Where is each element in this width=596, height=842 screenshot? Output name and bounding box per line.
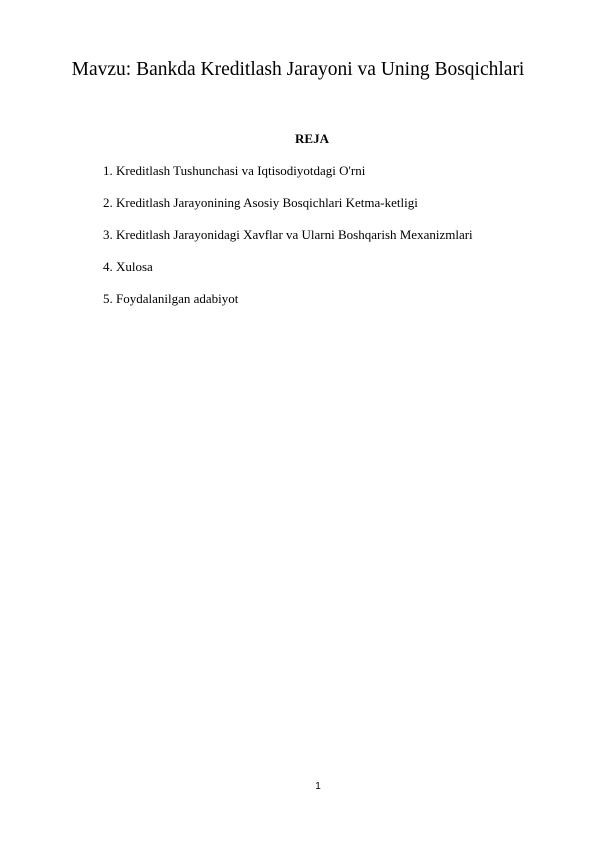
page-number: 1	[315, 781, 321, 792]
plan-item-4: 4. Xulosa	[103, 259, 153, 274]
plan-item-2: 2. Kreditlash Jarayonining Asosiy Bosqichlari Ketma-ketligi	[103, 195, 418, 210]
document-title: Mavzu: Bankda Kreditlash Jarayoni va Uning Bosqichlari	[71, 59, 525, 80]
plan-item-1: 1. Kreditlash Tushunchasi va Iqtisodiyotdagi O'rni	[103, 163, 366, 178]
plan-item-3: 3. Kreditlash Jarayonidagi Xavflar va Ularni Boshqarish Mexanizmlari	[103, 227, 473, 242]
plan-item-5: 5. Foydalanilgan adabiyot	[103, 291, 239, 306]
plan-list	[103, 163, 473, 323]
plan-heading: REJA	[295, 131, 329, 146]
